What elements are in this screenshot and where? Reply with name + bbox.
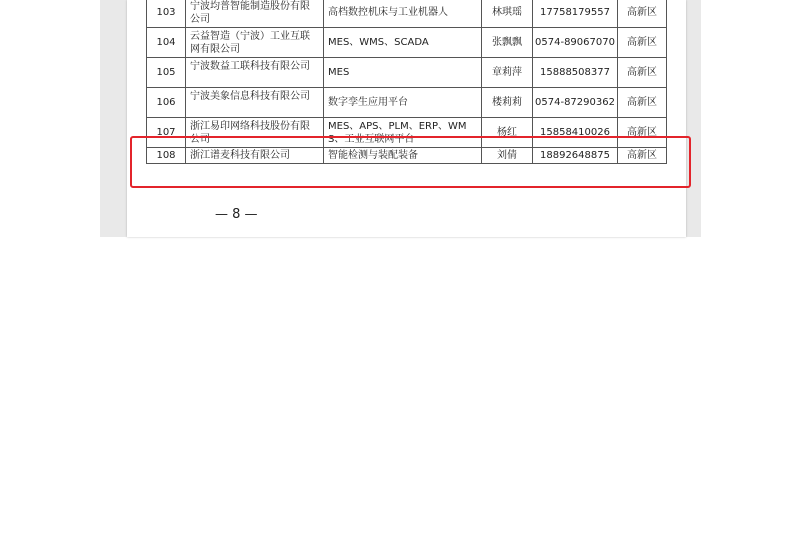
company-name-text: 云益智造（宁波）工业互联网有限公司 [190, 30, 310, 55]
table-row [147, 88, 667, 118]
product-name: 智能检测与装配装备 [324, 148, 482, 164]
table-row [147, 28, 667, 58]
company-name-text: 宁波均普智能制造股份有限公司 [190, 0, 310, 25]
contact-name: 刘倩 [482, 148, 533, 164]
row-number: 107 [147, 118, 186, 148]
contact-name: 张飘飘 [482, 28, 533, 58]
district: 高新区 [618, 148, 667, 164]
contact-phone: 15858410026 [533, 118, 618, 148]
contact-name: 杨红 [482, 118, 533, 148]
row-number: 103 [147, 0, 186, 28]
company-name: 浙江谱麦科技有限公司 [186, 148, 324, 164]
contact-name: 楼莉莉 [482, 88, 533, 118]
table-row [147, 58, 667, 88]
product-name-text: MES、APS、PLM、ERP、WMS、工业互联网平台 [328, 120, 467, 145]
district: 高新区 [618, 118, 667, 148]
contact-phone: 17758179557 [533, 0, 618, 28]
contact-name: 林琪瑶 [482, 0, 533, 28]
product-name: 高档数控机床与工业机器人 [324, 0, 482, 28]
document-viewer [100, 0, 701, 237]
document-page [127, 0, 686, 237]
company-name [186, 28, 324, 58]
row-number: 106 [147, 88, 186, 118]
table-row [147, 0, 667, 28]
company-name-text: 宁波美象信息科技有限公司 [190, 90, 310, 102]
company-name-text: 浙江易印网络科技股份有限公司 [190, 120, 310, 145]
company-name [186, 58, 324, 88]
contact-phone: 15888508377 [533, 58, 618, 88]
product-name: MES、WMS、SCADA [324, 28, 482, 58]
contact-name: 章莉萍 [482, 58, 533, 88]
contact-phone: 0574-87290362 [533, 88, 618, 118]
district: 高新区 [618, 58, 667, 88]
district: 高新区 [618, 88, 667, 118]
product-name: MES [324, 58, 482, 88]
company-name [186, 0, 324, 28]
district: 高新区 [618, 0, 667, 28]
contact-phone: 0574-89067070 [533, 28, 618, 58]
highlight-box [130, 136, 691, 188]
page-number: — 8 — [215, 207, 258, 222]
product-name: 数字孪生应用平台 [324, 88, 482, 118]
district: 高新区 [618, 28, 667, 58]
row-number: 108 [147, 148, 186, 164]
row-number: 105 [147, 58, 186, 88]
row-number: 104 [147, 28, 186, 58]
contact-phone: 18892648875 [533, 148, 618, 164]
company-name-text: 宁波数益工联科技有限公司 [190, 60, 310, 72]
company-name [186, 88, 324, 118]
